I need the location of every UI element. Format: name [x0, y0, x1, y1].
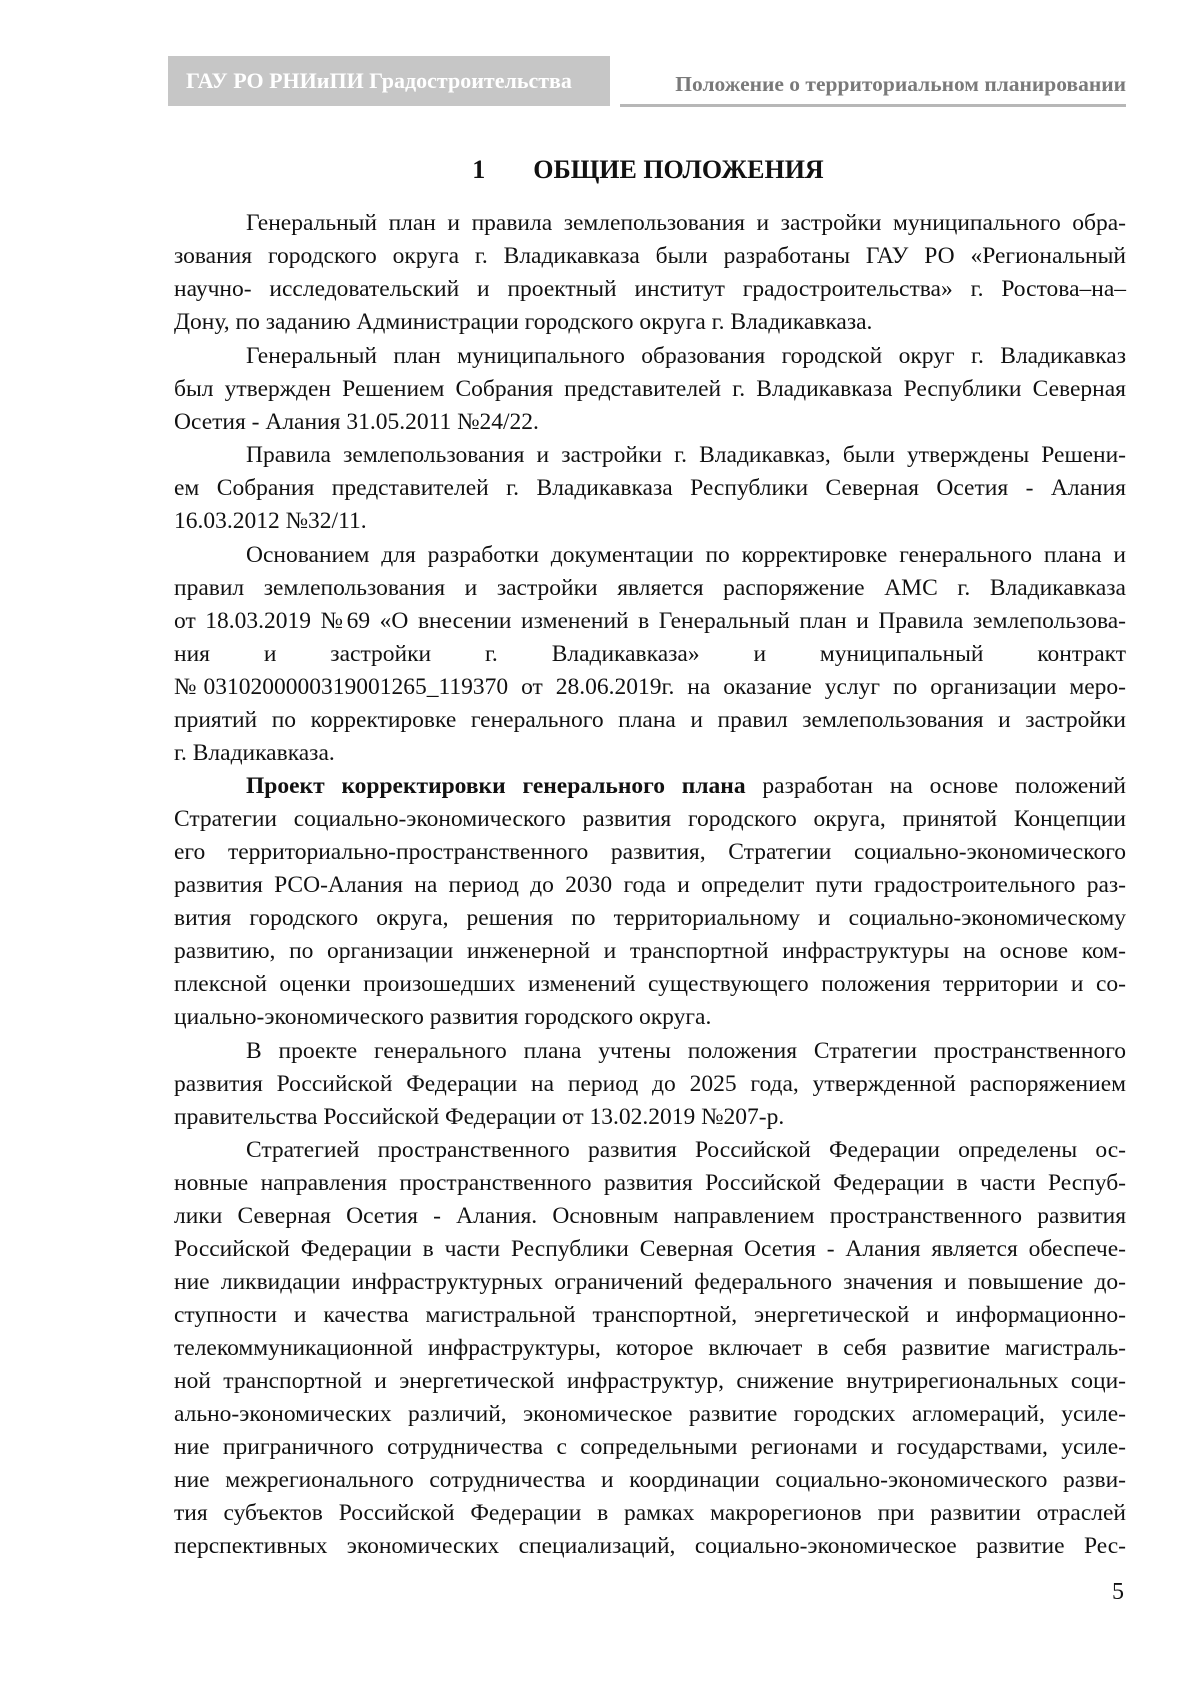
text-line: Российской Федерации в части Республики Северная Осетия - Алания является обеспече-	[174, 1236, 1126, 1262]
text-line: новные направления пространственного развития Российской Федерации в части Респуб-	[174, 1170, 1126, 1196]
text-line: Стратегии социально-экономического развития городского округа, принятой Концепции	[174, 806, 1126, 832]
text-line: Стратегией пространственного развития Российской Федерации определены ос-	[246, 1137, 1126, 1163]
paragraph	[174, 340, 1126, 439]
text-line: телекоммуникационной инфраструктуры, которое включает в себя развитие магистраль-	[174, 1335, 1126, 1361]
text-line: Основанием для разработки документации по корректировке генерального плана и	[246, 541, 1126, 568]
section-title: ОБЩИЕ ПОЛОЖЕНИЯ	[533, 155, 824, 184]
text-line: научно- исследовательский и проектный институт градостроительства» г. Ростова–на–	[174, 276, 1126, 302]
header-document-title: Положение о территориальном планировании	[620, 66, 1126, 107]
text-line: от 18.03.2019 №69 «О внесении изменений в Генеральный план и Правила землепользова-	[174, 607, 1126, 634]
paragraph	[174, 770, 1126, 1034]
header-organization: ГАУ РО РНИиПИ Градостроительства	[168, 56, 610, 106]
text-line: ния и застройки г. Владикавказа» и муниципальный контракт	[174, 640, 1126, 667]
text-line: тия субъектов Российской Федерации в рамках макрорегионов при развитии отраслей	[174, 1500, 1126, 1526]
text-line: ем Собрания представителей г. Владикавказа Республики Северная Осетия - Алания	[174, 475, 1126, 501]
text-line: ние межрегионального сотрудничества и координации социально-экономического разви-	[174, 1467, 1126, 1493]
text-line: ступности и качества магистральной транспортной, энергетической и информационно-	[174, 1302, 1126, 1328]
text-line: правительства Российской Федерации от 13.02.2019 №207-р.	[174, 1103, 785, 1130]
text-line: В проекте генерального плана учтены положения Стратегии пространственного	[246, 1037, 1126, 1064]
text-line: правил землепользования и застройки является распоряжение АМС г. Владикавказа	[174, 574, 1126, 601]
text-line: зования городского округа г. Владикавказа были разработаны ГАУ РО «Региональный	[174, 243, 1126, 269]
text-line: №0310200000319001265_119370 от 28.06.2019г. на оказание услуг по организации меро-	[174, 673, 1126, 700]
text-line: ной транспортной и энергетической инфраструктур, снижение внутрирегиональных соци-	[174, 1368, 1126, 1394]
text-line: перспективных экономических специализаций, социально-экономическое развитие Рес-	[174, 1533, 1126, 1559]
text-line	[174, 770, 1126, 803]
text-line: г. Владикавказа.	[174, 739, 335, 766]
section-number: 1	[472, 155, 486, 184]
text-line: вития городского округа, решения по территориальному и социально-экономическому	[174, 905, 1126, 931]
text-line: развития РСО-Алания на период до 2030 года и определит пути градостроительного раз-	[174, 872, 1126, 898]
bold-lead-text: Проект корректировки генерального плана	[246, 773, 746, 799]
text-line: Генеральный план муниципального образования городской округ г. Владикавказ	[246, 342, 1126, 369]
text-line: Осетия - Алания 31.05.2011 №24/22.	[174, 408, 539, 435]
paragraph	[174, 207, 1126, 339]
paragraph	[174, 539, 1126, 770]
text-line: был утвержден Решением Собрания представителей г. Владикавказа Республики Северная	[174, 375, 1126, 402]
paragraph	[174, 439, 1126, 538]
document-body	[174, 207, 1126, 1564]
text-line: плексной оценки произошедших изменений существующего положения территории и со-	[174, 971, 1126, 997]
text-line: циально-экономического развития городского округа.	[174, 1004, 712, 1030]
paragraph	[174, 1134, 1126, 1563]
text-line: развития Российской Федерации на период до 2025 года, утвержденной распоряжением	[174, 1070, 1126, 1097]
text-line: ние приграничного сотрудничества с сопредельными регионами и государствами, усиле-	[174, 1434, 1126, 1460]
text-line: Дону, по заданию Администрации городского округа г. Владикавказа.	[174, 309, 873, 335]
text-line: его территориально-пространственного развития, Стратегии социально-экономического	[174, 839, 1126, 865]
text-line: 16.03.2012 №32/11.	[174, 508, 367, 534]
section-heading	[170, 150, 1126, 190]
text-line: Правила землепользования и застройки г. Владикавказ, были утверждены Решени-	[246, 442, 1126, 468]
text-line: развитию, по организации инженерной и транспортной инфраструктуры на основе ком-	[174, 938, 1126, 964]
text-line: приятий по корректировке генерального плана и правил землепользования и застройки	[174, 706, 1126, 733]
text-line: Генеральный план и правила землепользования и застройки муниципального обра-	[246, 210, 1126, 236]
line-text: разработан на основе положений	[745, 773, 1126, 799]
text-line: ние ликвидации инфраструктурных ограничений федерального значения и повышение до-	[174, 1269, 1126, 1295]
text-line: лики Северная Осетия - Алания. Основным направлением пространственного развития	[174, 1203, 1126, 1229]
text-line: ально-экономических различий, экономическое развитие городских агломераций, усиле-	[174, 1401, 1126, 1427]
paragraph	[174, 1035, 1126, 1134]
page-number: 5	[1112, 1579, 1124, 1605]
